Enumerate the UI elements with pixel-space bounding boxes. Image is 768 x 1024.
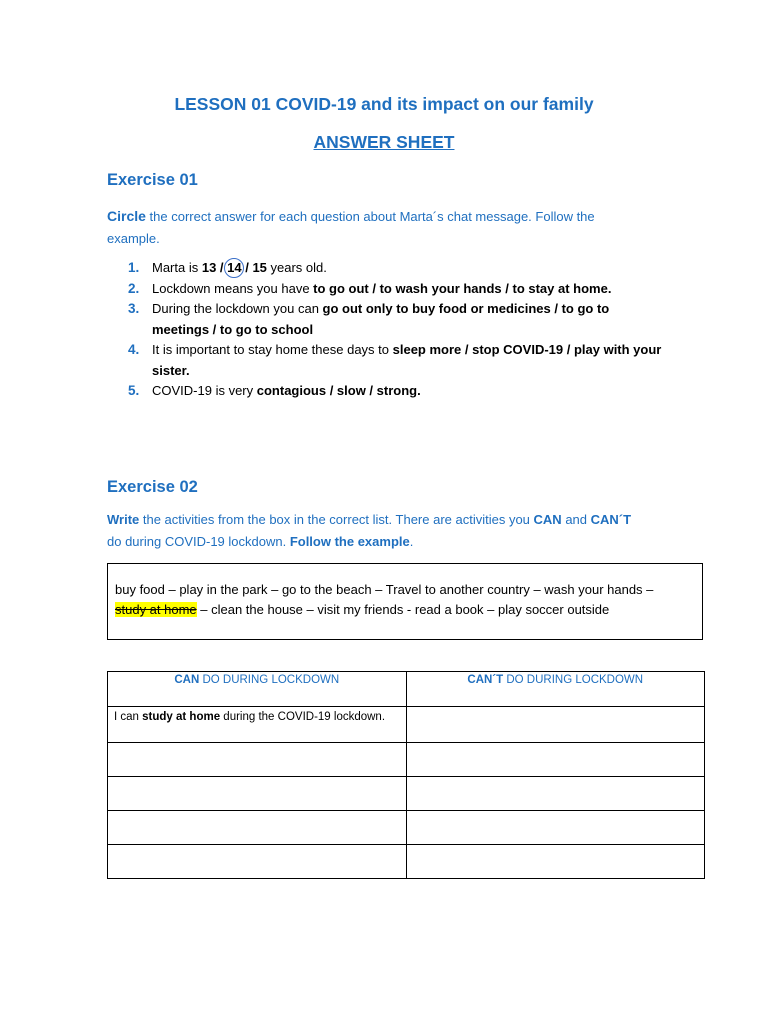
question-number: 5. [128, 383, 140, 398]
instruction-text: and [561, 512, 591, 527]
activities-text: buy food – play in the park – go to the beach – Travel to another country – wash your hands – [115, 582, 654, 597]
table-header-row [108, 672, 705, 707]
circled-answer-text: 14 [227, 260, 242, 275]
can-cant-table [107, 671, 705, 879]
circled-answer[interactable] [227, 258, 241, 279]
question-number: 1. [128, 260, 140, 275]
answer-option: 13 / [201, 260, 228, 275]
table-cell[interactable] [406, 777, 705, 811]
column-header-cant [406, 672, 705, 707]
table-cell[interactable] [406, 743, 705, 777]
activities-box [107, 563, 703, 640]
table-cell[interactable] [108, 845, 407, 879]
header-text: DO DURING LOCKDOWN [503, 674, 644, 686]
question-text: COVID-19 is very [152, 383, 257, 398]
instruction-can: CAN [533, 512, 562, 527]
struck-activity: study at home [115, 602, 197, 617]
question-item [128, 258, 668, 279]
instruction-keyword: Circle [107, 208, 146, 224]
header-text: DO DURING LOCKDOWN [199, 674, 340, 686]
table-row [108, 845, 705, 879]
exercise-02-heading: Exercise 02 [107, 478, 198, 496]
answer-options: contagious / slow / strong. [256, 383, 421, 398]
answer-options: sleep more / stop COVID-19 / play with your sister. [152, 342, 662, 378]
question-number: 2. [128, 280, 140, 296]
table-cell[interactable] [108, 811, 407, 845]
answer-options: go out only to buy food or medicines / to go to meetings / to go to school [152, 301, 610, 337]
answer-option: / 15 [241, 260, 267, 275]
activities-text: – clean the house – visit my friends - read a book – play soccer outside [196, 602, 610, 617]
question-text: Marta is [152, 260, 202, 275]
instruction-keyword: Write [107, 512, 140, 527]
header-keyword: CAN´T [467, 674, 504, 686]
exercise-01-question-list [128, 258, 668, 402]
question-text: years old. [266, 260, 327, 275]
instruction-text: do during COVID-19 lockdown. [107, 534, 290, 549]
answer-options: to go out / to wash your hands / to stay at home. [313, 280, 612, 296]
question-text: It is important to stay home these days to [152, 342, 393, 357]
lesson-title: LESSON 01 COVID-19 and its impact on our family [174, 94, 594, 114]
exercise-01-heading: Exercise 01 [107, 171, 198, 189]
circle-mark-icon [224, 258, 244, 278]
example-activity: study at home [142, 711, 221, 723]
question-item [128, 299, 668, 340]
question-item [128, 381, 668, 402]
table-row [108, 743, 705, 777]
table-cell[interactable] [108, 707, 407, 743]
table-cell[interactable] [108, 777, 407, 811]
instruction-text: the activities from the box in the correct list. There are activities you [139, 512, 534, 527]
instruction-text: . [409, 534, 414, 549]
question-item [128, 340, 668, 381]
header-keyword: CAN [174, 674, 200, 686]
example-text: I can [114, 711, 143, 723]
question-number: 4. [128, 342, 140, 357]
exercise-02-instruction [107, 509, 647, 553]
question-item [128, 279, 668, 300]
instruction-cant: CAN´T [590, 512, 632, 527]
exercise-01-instruction [107, 205, 647, 250]
table-cell[interactable] [406, 707, 705, 743]
table-row [108, 777, 705, 811]
table-cell[interactable] [108, 743, 407, 777]
answer-sheet-title: ANSWER SHEET [313, 132, 455, 152]
column-header-can [108, 672, 407, 707]
question-number: 3. [128, 301, 140, 316]
instruction-follow: Follow the example [289, 534, 410, 549]
table-cell[interactable] [406, 811, 705, 845]
example-text: during the COVID-19 lockdown. [220, 711, 386, 723]
question-text: Lockdown means you have [152, 280, 314, 296]
question-text: During the lockdown you can [152, 301, 323, 316]
table-row [108, 811, 705, 845]
table-cell[interactable] [406, 845, 705, 879]
table-row [108, 707, 705, 743]
instruction-text: the correct answer for each question about Marta´s chat message. Follow the example. [107, 209, 595, 246]
